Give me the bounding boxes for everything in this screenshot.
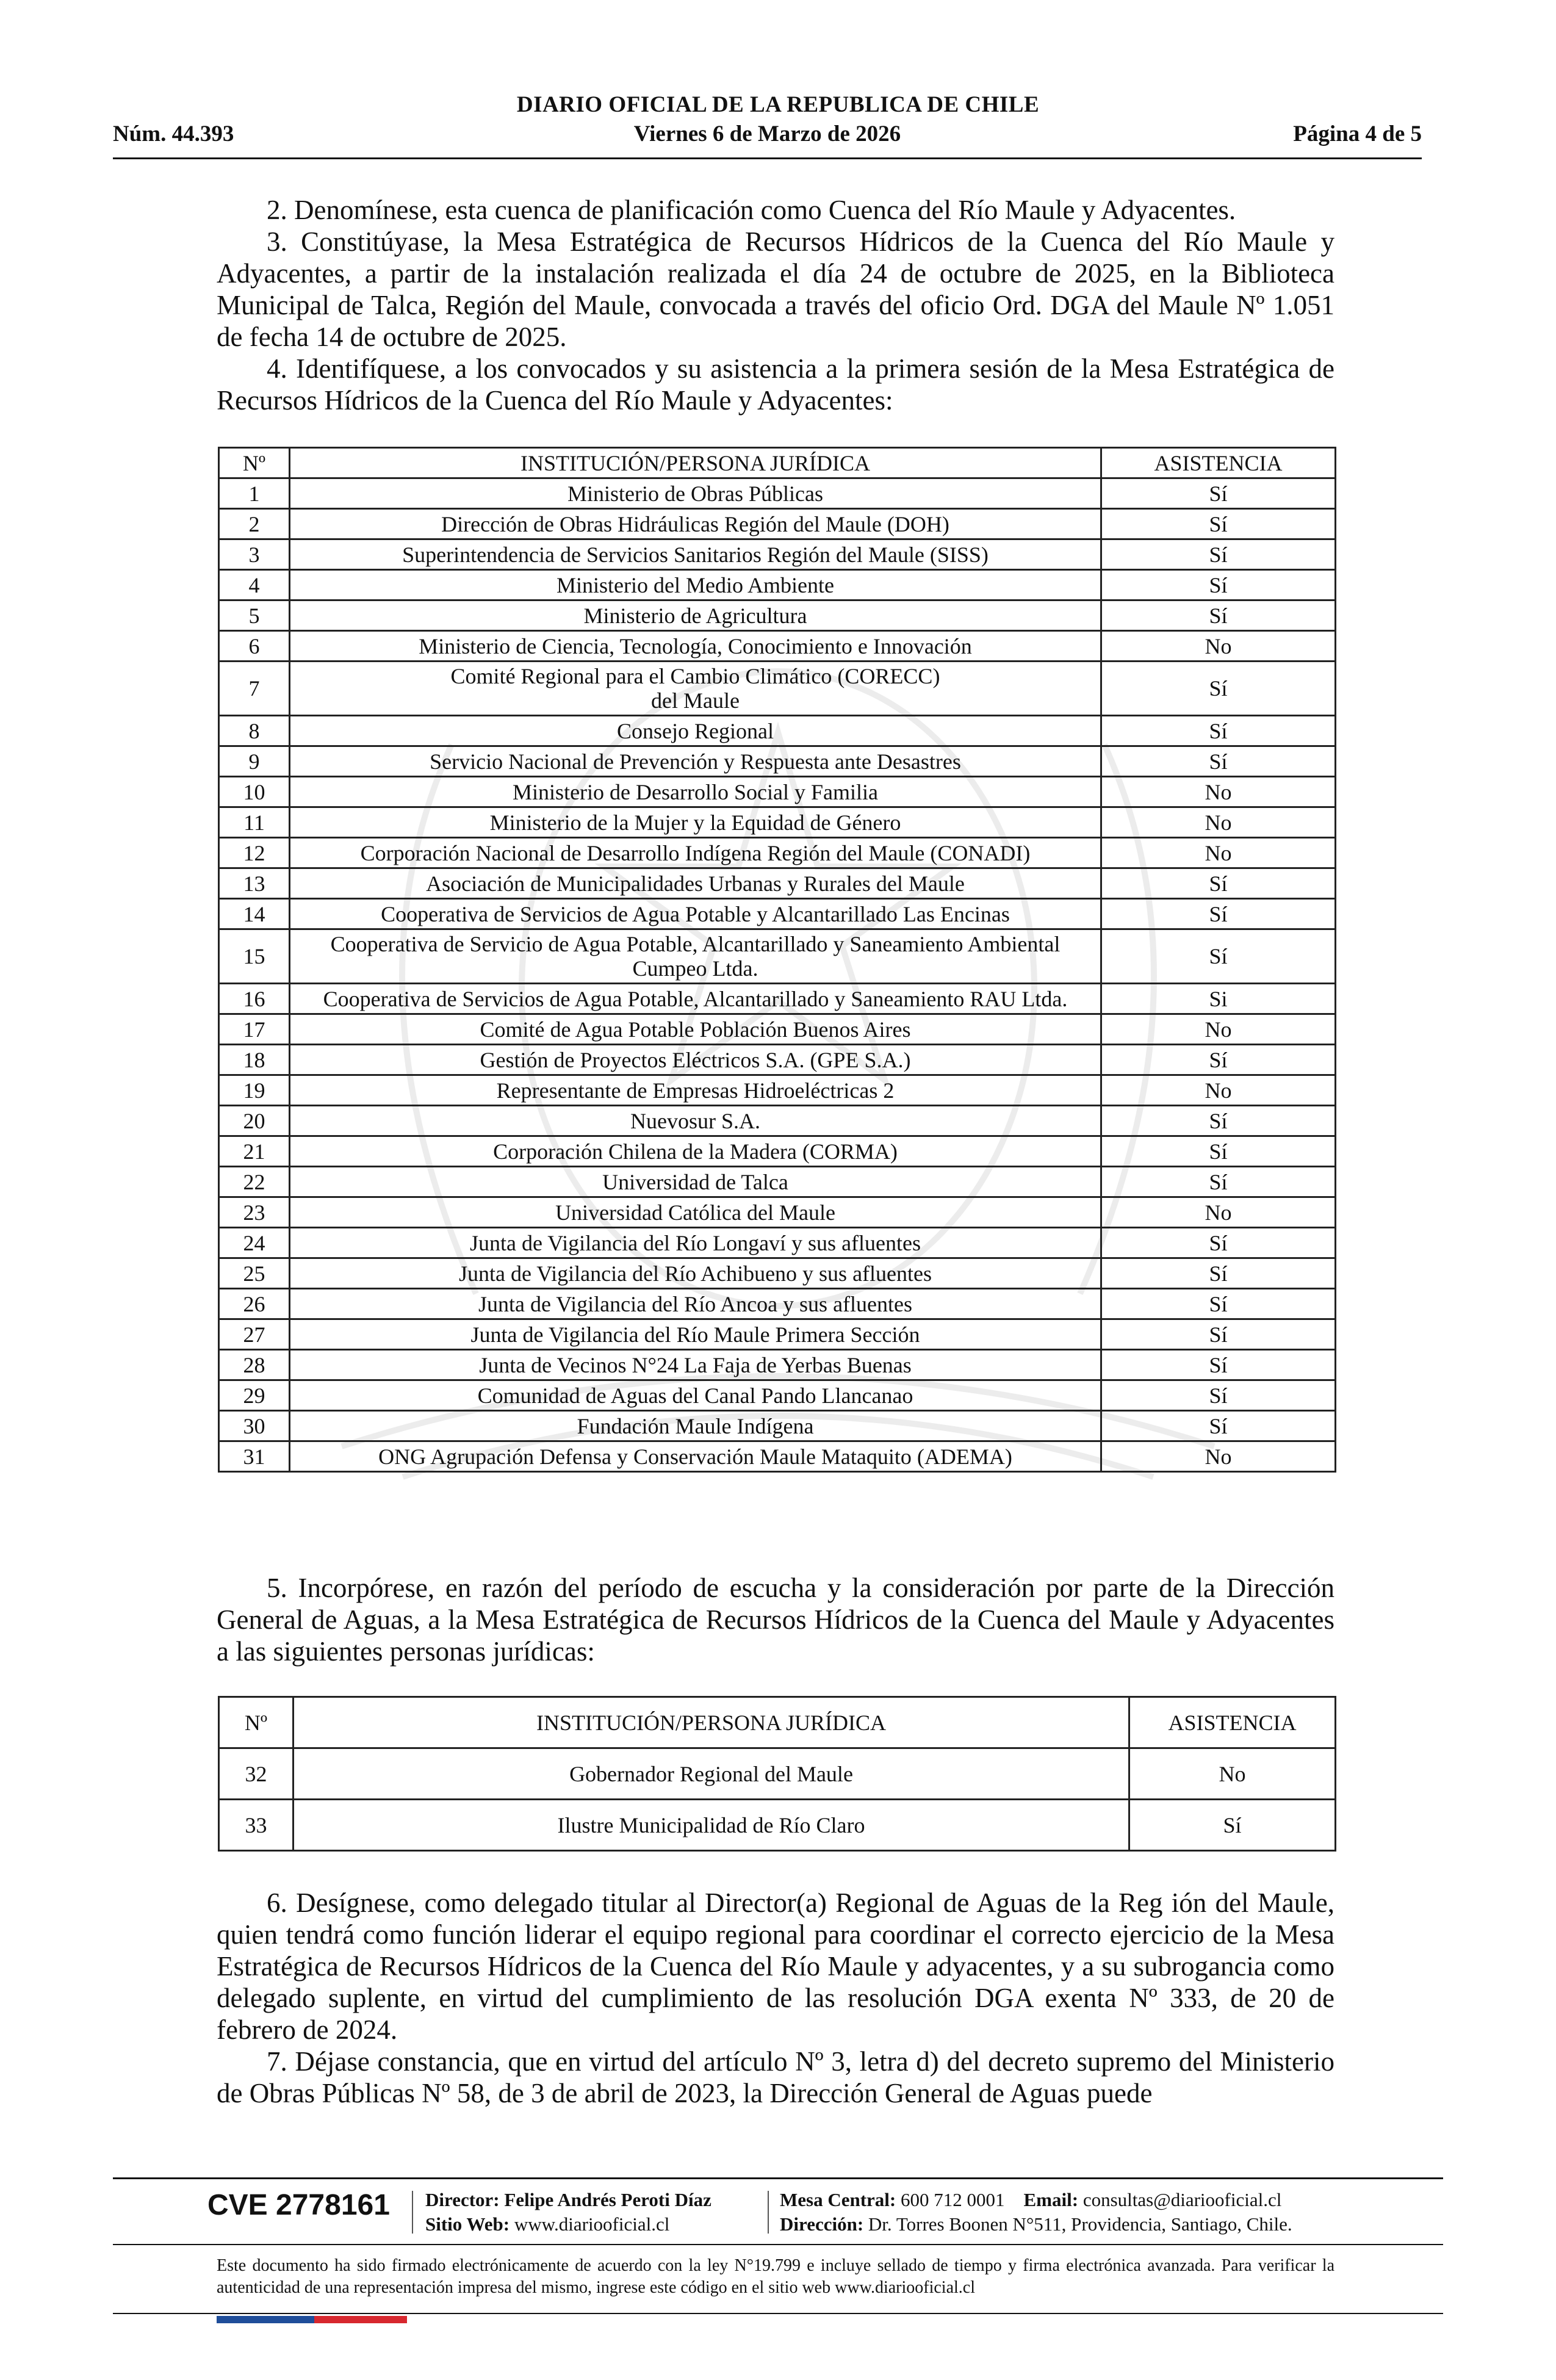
table-row <box>219 1380 1336 1411</box>
row-number: 15 <box>219 929 290 984</box>
row-institution: Asociación de Municipalidades Urbanas y Rurales del Maule <box>290 868 1101 899</box>
col-attendance-header: ASISTENCIA <box>1129 1697 1336 1748</box>
table-row <box>219 746 1336 777</box>
row-attendance: No <box>1101 1197 1336 1228</box>
table-row <box>219 478 1336 509</box>
row-institution: Junta de Vigilancia del Río Maule Primera Sección <box>290 1319 1101 1350</box>
mesa-label: Mesa Central: <box>780 2189 896 2210</box>
row-attendance: Sí <box>1101 1411 1336 1441</box>
newspaper-title: DIARIO OFICIAL DE LA REPUBLICA DE CHILE <box>516 92 1040 117</box>
row-attendance: Sí <box>1101 899 1336 929</box>
table-row <box>219 1258 1336 1289</box>
footer-bottom-rule <box>113 2313 1443 2314</box>
table-row <box>219 600 1336 631</box>
row-number: 1 <box>219 478 290 509</box>
row-number: 28 <box>219 1350 290 1380</box>
row-number: 16 <box>219 984 290 1014</box>
header-row <box>113 121 1422 149</box>
row-number: 2 <box>219 509 290 539</box>
row-institution: Fundación Maule Indígena <box>290 1411 1101 1441</box>
row-institution: Comunidad de Aguas del Canal Pando Llancanao <box>290 1380 1101 1411</box>
row-institution <box>290 929 1101 984</box>
col-number-header: Nº <box>219 1697 294 1748</box>
row-number: 8 <box>219 716 290 746</box>
table-row <box>219 1136 1336 1167</box>
table-row <box>219 1289 1336 1319</box>
row-institution: Gestión de Proyectos Eléctricos S.A. (GPE S.A.) <box>290 1045 1101 1075</box>
row-number: 5 <box>219 600 290 631</box>
paragraph-5: 5. Incorpórese, en razón del período de escucha y la consideración por parte de la Dirección General de Aguas, a la Mesa Estratégica de Recursos Hídricos de la Cuenca del Maule y Adyacentes a las siguientes personas jurídicas: <box>217 1573 1334 1667</box>
row-number: 7 <box>219 662 290 716</box>
issue-date: Viernes 6 de Marzo de 2026 <box>633 121 901 146</box>
row-attendance: Sí <box>1101 716 1336 746</box>
institution-line-2: del Maule <box>651 688 740 713</box>
table-row <box>219 929 1336 984</box>
table-row <box>219 838 1336 868</box>
row-attendance: Sí <box>1101 1045 1336 1075</box>
table-row <box>219 1045 1336 1075</box>
col-attendance-header: ASISTENCIA <box>1101 448 1336 478</box>
table-row <box>219 509 1336 539</box>
col-institution-header: INSTITUCIÓN/PERSONA JURÍDICA <box>290 448 1101 478</box>
row-attendance: Sí <box>1101 1319 1336 1350</box>
row-number: 3 <box>219 539 290 570</box>
paragraph-6: 6. Desígnese, como delegado titular al Director(a) Regional de Aguas de la Reg ión del Maule, quien tendrá como función liderar el equipo regional para coordinar el correcto ejercicio de la Mesa Estratégica de Recursos Hídricos de la Cuenca del Río Maule y adyacentes, y a su subrogancia como delegado suplente, en virtud del cumplimiento de las resolución DGA exenta Nº 333, de 20 de febrero de 2024. <box>217 1888 1334 2045</box>
row-institution: Universidad Católica del Maule <box>290 1197 1101 1228</box>
row-institution: ONG Agrupación Defensa y Conservación Maule Mataquito (ADEMA) <box>290 1441 1101 1472</box>
footer-contact-block <box>780 2188 1292 2237</box>
row-institution: Ministerio de Obras Públicas <box>290 478 1101 509</box>
page-number: Página 4 de 5 <box>1293 121 1422 146</box>
table-row <box>219 1319 1336 1350</box>
row-attendance: No <box>1101 807 1336 838</box>
flag-red-stripe <box>314 2316 407 2323</box>
row-institution: Servicio Nacional de Prevención y Respuesta ante Desastres <box>290 746 1101 777</box>
row-institution: Cooperativa de Servicios de Agua Potable, Alcantarillado y Saneamiento RAU Ltda. <box>290 984 1101 1014</box>
table-row <box>219 570 1336 600</box>
row-attendance: Sí <box>1101 1350 1336 1380</box>
director-label: Director: <box>425 2189 500 2210</box>
footer-middle-rule <box>113 2244 1443 2245</box>
footer-separator <box>412 2191 413 2234</box>
table-row <box>219 1014 1336 1045</box>
header-divider <box>113 157 1422 159</box>
row-number: 19 <box>219 1075 290 1106</box>
row-institution: Gobernador Regional del Maule <box>294 1748 1129 1800</box>
row-institution: Universidad de Talca <box>290 1167 1101 1197</box>
table-row <box>219 1075 1336 1106</box>
table-row <box>219 716 1336 746</box>
row-number: 11 <box>219 807 290 838</box>
row-attendance: Sí <box>1101 600 1336 631</box>
attendance-table <box>218 447 1336 1473</box>
row-number: 32 <box>219 1748 294 1800</box>
row-attendance: Sí <box>1101 929 1336 984</box>
email-label: Email: <box>1023 2189 1079 2210</box>
institution-line-1: Comité Regional para el Cambio Climático (CORECC) <box>450 664 940 688</box>
row-number: 14 <box>219 899 290 929</box>
paragraph-4: 4. Identifíquese, a los convocados y su asistencia a la primera sesión de la Mesa Estratégica de Recursos Hídricos de la Cuenca del Río Maule y Adyacentes: <box>217 353 1334 416</box>
table-row <box>219 1106 1336 1136</box>
row-attendance: No <box>1101 777 1336 807</box>
address-value: Dr. Torres Boonen N°511, Providencia, Santiago, Chile. <box>868 2213 1292 2235</box>
row-institution: Ministerio de la Mujer y la Equidad de Género <box>290 807 1101 838</box>
row-institution: Ministerio de Desarrollo Social y Familia <box>290 777 1101 807</box>
row-attendance: No <box>1101 1441 1336 1472</box>
paragraph-2: 2. Denomínese, esta cuenca de planificación como Cuenca del Río Maule y Adyacentes. <box>267 195 1236 225</box>
row-number: 20 <box>219 1106 290 1136</box>
row-attendance: No <box>1101 1075 1336 1106</box>
table-row <box>219 984 1336 1014</box>
row-number: 4 <box>219 570 290 600</box>
row-attendance: No <box>1101 838 1336 868</box>
table-header-row <box>219 448 1336 478</box>
table-header-row <box>219 1697 1336 1748</box>
row-institution <box>290 662 1101 716</box>
table-row <box>219 539 1336 570</box>
flag-blue-stripe <box>217 2316 314 2323</box>
row-number: 30 <box>219 1411 290 1441</box>
table-row <box>219 662 1336 716</box>
site-label: Sitio Web: <box>425 2213 510 2235</box>
paragraph-3: 3. Constitúyase, la Mesa Estratégica de Recursos Hídricos de la Cuenca del Río Maule y Adyacentes, a partir de la instalación realizada el día 24 de octubre de 2025, en la Biblioteca Municipal de Talca, Región del Maule, convocada a través del oficio Ord. DGA del Maule Nº 1.051 de fecha 14 de octubre de 2025. <box>217 226 1334 352</box>
table-row <box>219 1350 1336 1380</box>
row-attendance: Sí <box>1101 509 1336 539</box>
email-link[interactable]: consultas@diariooficial.cl <box>1082 2189 1282 2210</box>
paragraph-7: 7. Déjase constancia, que en virtud del artículo Nº 3, letra d) del decreto supremo del Ministerio de Obras Públicas Nº 58, de 3 de abril de 2023, la Dirección General de Aguas puede <box>217 2046 1334 2108</box>
row-attendance: Sí <box>1129 1800 1336 1851</box>
row-number: 10 <box>219 777 290 807</box>
row-attendance: Sí <box>1101 478 1336 509</box>
table-row <box>219 1228 1336 1258</box>
col-number-header: Nº <box>219 448 290 478</box>
row-attendance: Sí <box>1101 1380 1336 1411</box>
row-institution: Nuevosur S.A. <box>290 1106 1101 1136</box>
row-number: 9 <box>219 746 290 777</box>
row-number: 25 <box>219 1258 290 1289</box>
mesa-phone: 600 712 0001 <box>901 2189 1005 2210</box>
table-row <box>219 1411 1336 1441</box>
row-number: 22 <box>219 1167 290 1197</box>
row-attendance: No <box>1101 631 1336 662</box>
row-attendance: Si <box>1101 984 1336 1014</box>
institution-line-2: Cumpeo Ltda. <box>632 956 758 981</box>
table-row <box>219 899 1336 929</box>
row-attendance: Sí <box>1101 1106 1336 1136</box>
row-number: 17 <box>219 1014 290 1045</box>
table-row <box>219 1800 1336 1851</box>
director-name: Felipe Andrés Peroti Díaz <box>504 2189 711 2210</box>
row-attendance: Sí <box>1101 662 1336 716</box>
row-institution: Comité de Agua Potable Población Buenos Aires <box>290 1014 1101 1045</box>
row-institution: Junta de Vigilancia del Río Achibueno y sus afluentes <box>290 1258 1101 1289</box>
row-institution: Corporación Nacional de Desarrollo Indígena Región del Maule (CONADI) <box>290 838 1101 868</box>
row-institution: Ministerio del Medio Ambiente <box>290 570 1101 600</box>
row-attendance: Sí <box>1101 746 1336 777</box>
address-label: Dirección: <box>780 2213 864 2235</box>
row-attendance: Sí <box>1101 868 1336 899</box>
issue-number: Núm. 44.393 <box>113 121 234 146</box>
row-institution: Superintendencia de Servicios Sanitarios Región del Maule (SISS) <box>290 539 1101 570</box>
table-row <box>219 868 1336 899</box>
row-number: 21 <box>219 1136 290 1167</box>
table-row <box>219 1167 1336 1197</box>
row-number: 26 <box>219 1289 290 1319</box>
additional-members-table <box>218 1696 1336 1852</box>
institution-line-1: Cooperativa de Servicio de Agua Potable, Alcantarillado y Saneamiento Ambiental <box>330 932 1061 956</box>
row-attendance: Sí <box>1101 539 1336 570</box>
footer-director-block <box>425 2188 711 2237</box>
row-attendance: Sí <box>1101 1289 1336 1319</box>
row-number: 18 <box>219 1045 290 1075</box>
row-institution: Ilustre Municipalidad de Río Claro <box>294 1800 1129 1851</box>
row-number: 6 <box>219 631 290 662</box>
cve-code: CVE 2778161 <box>207 2189 390 2221</box>
row-attendance: Sí <box>1101 1258 1336 1289</box>
row-attendance: Sí <box>1101 1228 1336 1258</box>
table-row <box>219 777 1336 807</box>
row-attendance: Sí <box>1101 570 1336 600</box>
row-attendance: Sí <box>1101 1136 1336 1167</box>
row-institution: Dirección de Obras Hidráulicas Región del Maule (DOH) <box>290 509 1101 539</box>
footer-separator <box>768 2191 769 2234</box>
row-number: 33 <box>219 1800 294 1851</box>
row-institution: Consejo Regional <box>290 716 1101 746</box>
row-institution: Ministerio de Agricultura <box>290 600 1101 631</box>
row-institution: Junta de Vigilancia del Río Longaví y sus afluentes <box>290 1228 1101 1258</box>
row-number: 29 <box>219 1380 290 1411</box>
row-institution: Corporación Chilena de la Madera (CORMA) <box>290 1136 1101 1167</box>
row-number: 13 <box>219 868 290 899</box>
table-row <box>219 1197 1336 1228</box>
footer-top-rule <box>113 2177 1443 2179</box>
legal-notice: Este documento ha sido firmado electrónicamente de acuerdo con la ley N°19.799 e incluye sellado de tiempo y firma electrónica avanzada. Para verificar la autenticidad de una representación impresa del mismo, ingrese este código en el sitio web www.diariooficial.cl <box>217 2256 1334 2297</box>
table-row <box>219 631 1336 662</box>
row-attendance: Sí <box>1101 1167 1336 1197</box>
row-number: 31 <box>219 1441 290 1472</box>
row-number: 12 <box>219 838 290 868</box>
row-institution: Junta de Vecinos N°24 La Faja de Yerbas Buenas <box>290 1350 1101 1380</box>
row-attendance: No <box>1129 1748 1336 1800</box>
table-row <box>219 807 1336 838</box>
col-institution-header: INSTITUCIÓN/PERSONA JURÍDICA <box>294 1697 1129 1748</box>
row-number: 27 <box>219 1319 290 1350</box>
table-row <box>219 1441 1336 1472</box>
row-institution: Ministerio de Ciencia, Tecnología, Conocimiento e Innovación <box>290 631 1101 662</box>
site-link[interactable]: www.diariooficial.cl <box>514 2213 670 2235</box>
row-attendance: No <box>1101 1014 1336 1045</box>
row-number: 24 <box>219 1228 290 1258</box>
table-row <box>219 1748 1336 1800</box>
row-number: 23 <box>219 1197 290 1228</box>
row-institution: Junta de Vigilancia del Río Ancoa y sus afluentes <box>290 1289 1101 1319</box>
row-institution: Representante de Empresas Hidroeléctricas 2 <box>290 1075 1101 1106</box>
row-institution: Cooperativa de Servicios de Agua Potable y Alcantarillado Las Encinas <box>290 899 1101 929</box>
